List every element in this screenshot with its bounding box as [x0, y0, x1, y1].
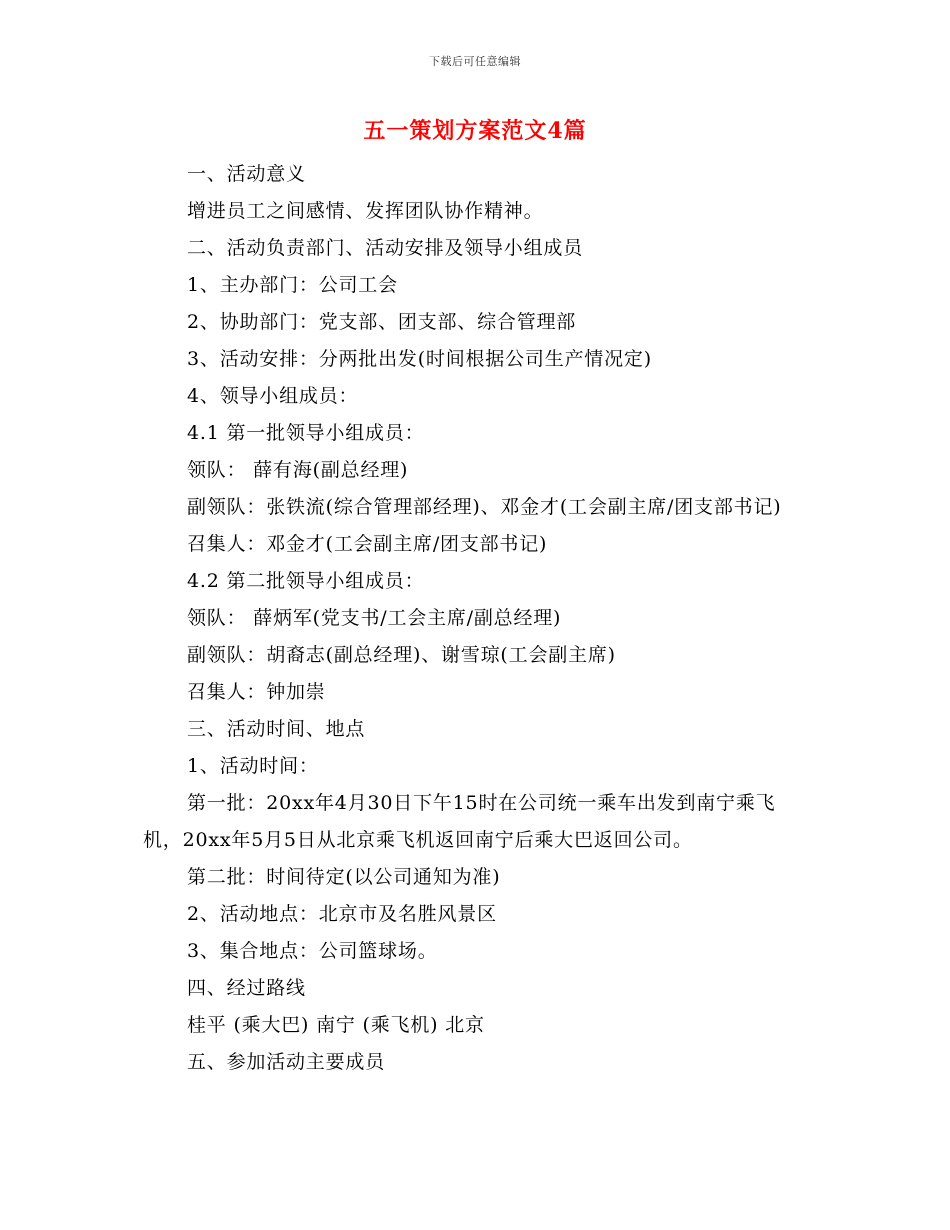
document-title: 五一策划方案范文4篇: [363, 118, 587, 144]
paragraph: 一、活动意义: [187, 163, 306, 185]
paragraph: 4.1 第一批领导小组成员：: [187, 422, 425, 444]
paragraph: 3、活动安排：分两批出发(时间根据公司生产情况定): [187, 348, 652, 370]
paragraph: 桂平 (乘大巴) 南宁 (乘飞机) 北京: [187, 1014, 485, 1036]
header-note: 下载后可任意编辑: [429, 55, 521, 68]
paragraph: 增进员工之间感情、发挥团队协作精神。: [187, 200, 544, 222]
paragraph: 三、活动时间、地点: [187, 718, 366, 740]
paragraph: 领队： 薛有海(副总经理): [187, 459, 409, 481]
paragraph: 4.2 第二批领导小组成员：: [187, 570, 425, 592]
paragraph: 四、经过路线: [187, 977, 306, 999]
paragraph: 副领队：张铁流(综合管理部经理)、邓金才(工会副主席/团支部书记): [187, 496, 782, 518]
paragraph: 1、活动时间：: [187, 755, 319, 777]
paragraph: 副领队：胡裔志(副总经理)、谢雪琼(工会副主席): [187, 644, 616, 666]
document-body: [143, 156, 803, 1081]
paragraph: 五、参加活动主要成员: [187, 1051, 386, 1073]
paragraph: 2、活动地点：北京市及名胜风景区: [187, 903, 497, 925]
paragraph: 第二批：时间待定(以公司通知为准): [187, 866, 501, 888]
paragraph: 领队： 薛炳军(党支书/工会主席/副总经理): [187, 607, 562, 629]
paragraph: 召集人：邓金才(工会副主席/团支部书记): [187, 533, 548, 555]
paragraph: 2、协助部门：党支部、团支部、综合管理部: [187, 311, 577, 333]
paragraph: 第一批：20xx年4月30日下午15时在公司统一乘车出发到南宁乘飞机，20xx年5月5日从北京乘飞机返回南宁后乘大巴返回公司。: [143, 792, 776, 851]
paragraph: 4、领导小组成员：: [187, 385, 359, 407]
paragraph: 召集人：钟加崇: [187, 681, 326, 703]
paragraph: 1、主办部门：公司工会: [187, 274, 398, 296]
paragraph: 3、集合地点：公司篮球场。: [187, 940, 438, 962]
paragraph: 二、活动负责部门、活动安排及领导小组成员: [187, 237, 584, 259]
